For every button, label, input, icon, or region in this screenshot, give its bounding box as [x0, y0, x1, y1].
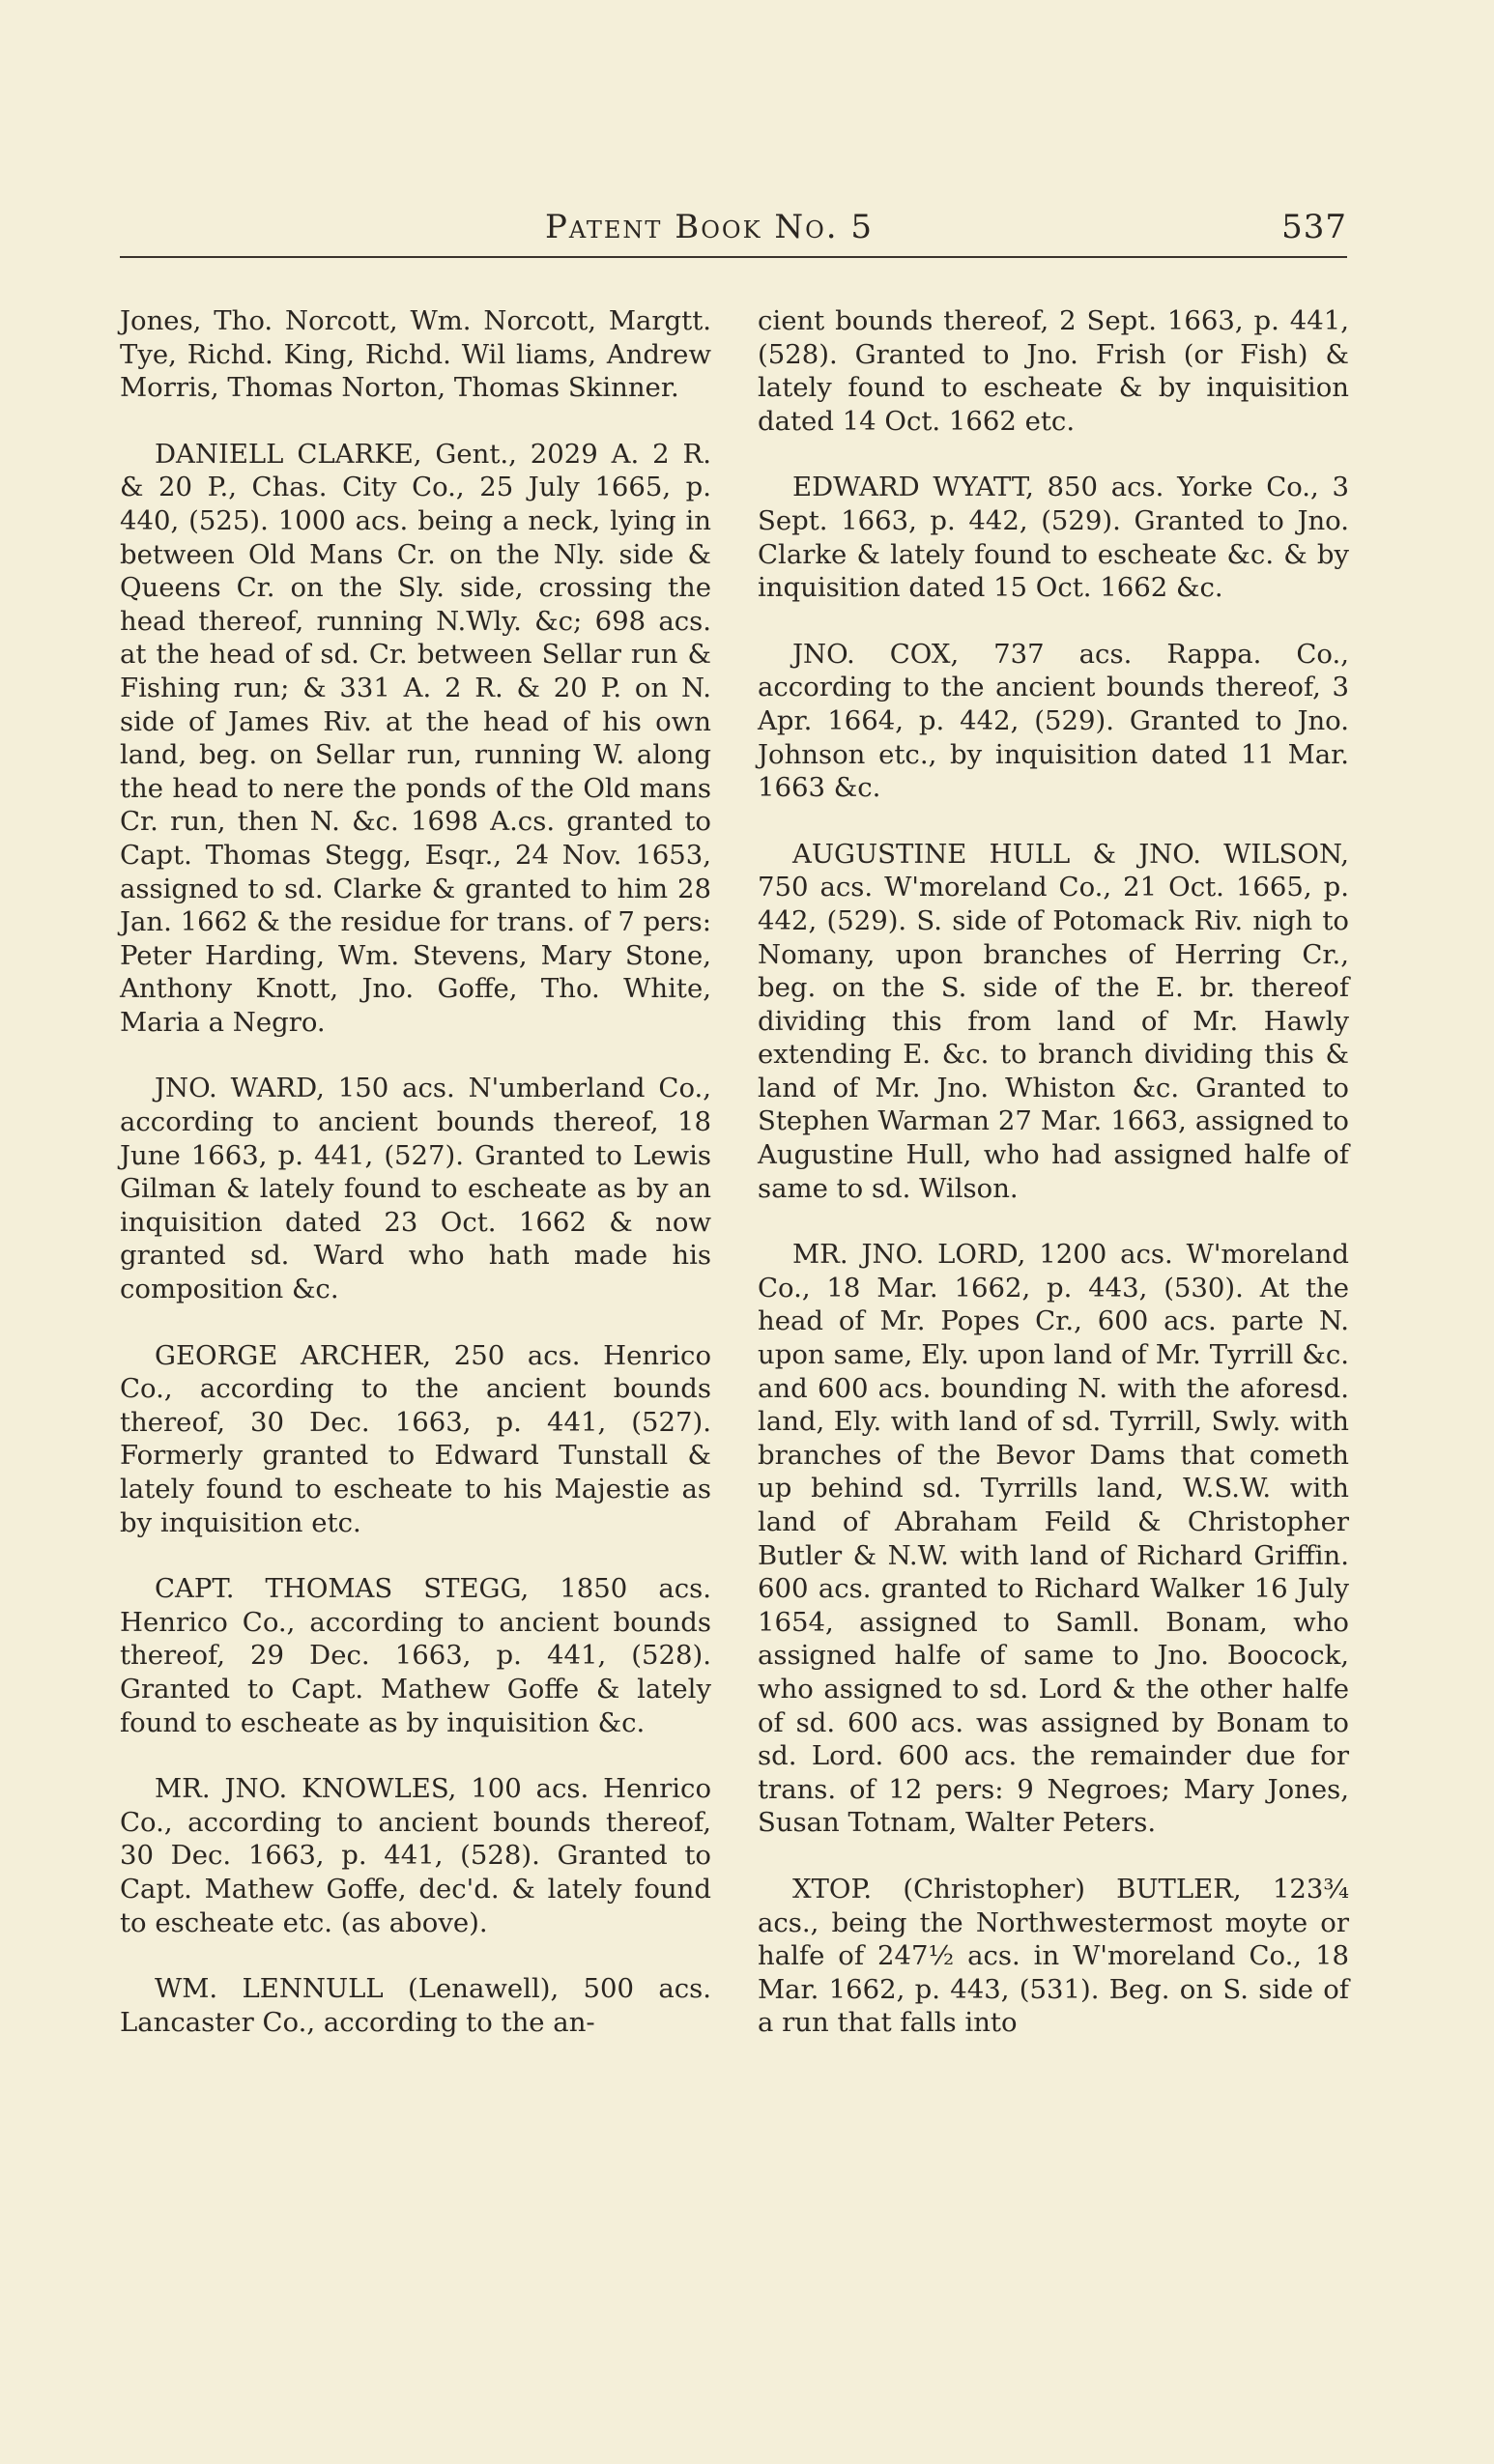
entry-continued: cient bounds thereof, 2 Sept. 1663, p. 441, (528). Granted to Jno. Frish (or Fish) & lately found to escheate & by inquisition dated 14 Oct. 1662 etc.: [758, 305, 1349, 437]
page-header: [120, 208, 1347, 258]
entry-jno-cox: JNO. COX, 737 acs. Rappa. Co., according to the ancient bounds thereof, 3 Apr. 1664, p. 442, (529). Granted to Jno. Johnson etc., by inquisition dated 11 Mar. 1663 &c.: [758, 638, 1349, 804]
entry-george-archer: GEORGE ARCHER, 250 acs. Henrico Co., according to the ancient bounds thereof, 30 Dec. 1663, p. 441, (527). Formerly granted to Edward Tunstall & lately found to escheate to his Majestie as by inquisition etc.: [120, 1339, 711, 1538]
running-head: Patent Book No. 5: [545, 208, 874, 246]
entry-jno-ward: JNO. WARD, 150 acs. N'umberland Co., according to ancient bounds thereof, 18 June 1663, p. 441, (527). Granted to Lewis Gilman & lately found to escheate as by an inquisition dated 23 Oct. 1662 & now granted sd. Ward who hath made his composition &c.: [120, 1073, 711, 1305]
entry-augustine-hull: AUGUSTINE HULL & JNO. WILSON, 750 acs. W'moreland Co., 21 Oct. 1665, p. 442, (529). S. side of Potomack Riv. nigh to Nomany, upon branches of Herring Cr., beg. on the S. side of the E. br. thereof dividing this from land of Mr. Hawly extending E. &c. to branch dividing this & land of Mr. Jno. Whiston &c. Granted to Stephen Warman 27 Mar. 1663, assigned to Augustine Hull, who had assigned halfe of same to sd. Wilson.: [758, 838, 1349, 1204]
entry-xtop-butler: XTOP. (Christopher) BUTLER, 123¾ acs., being the Northwestermost moyte or halfe of 247½ acs. in W'moreland Co., 18 Mar. 1662, p. 443, (531). Beg. on S. side of a run that falls into: [758, 1873, 1349, 2039]
entry-daniell-clarke: DANIELL CLARKE, Gent., 2029 A. 2 R. & 20 P., Chas. City Co., 25 July 1665, p. 440, (525). 1000 acs. being a neck, lying in between Old Mans Cr. on the Nly. side & Queens Cr. on the Sly. side, crossing the head thereof, running N.Wly. &c; 698 acs. at the head of sd. Cr. between Sellar run & Fishing run; & 331 A. 2 R. & 20 P. on N. side of James Riv. at the head of his own land, beg. on Sellar run, running W. along the head to nere the ponds of the Old mans Cr. run, then N. &c. 1698 A.cs. granted to Capt. Thomas Stegg, Esqr., 24 Nov. 1653, assigned to sd. Clarke & granted to him 28 Jan. 1662 & the residue for trans. of 7 pers: Peter Harding, Wm. Stevens, Mary Stone, Anthony Knott, Jno. Goffe, Tho. White, Maria a Negro.: [120, 438, 711, 1038]
entry-jno-lord: MR. JNO. LORD, 1200 acs. W'moreland Co., 18 Mar. 1662, p. 443, (530). At the head of Mr. Popes Cr., 600 acs. parte N. upon same, Ely. upon land of Mr. Tyrrill &c. and 600 acs. bounding N. with the aforesd. land, Ely. with land of sd. Tyrrill, Swly. with branches of the Bevor Dams that cometh up behind sd. Tyrrills land, W.S.W. with land of Abraham Feild & Christopher Butler & N.W. with land of Richard Griffin. 600 acs. granted to Richard Walker 16 July 1654, assigned to Samll. Bonam, who assigned halfe of same to Jno. Boocock, who assigned to sd. Lord & the other halfe of sd. 600 acs. was assigned by Bonam to sd. Lord. 600 acs. the remainder due for trans. of 12 pers: 9 Negroes; Mary Jones, Susan Totnam, Walter Peters.: [758, 1239, 1349, 1839]
entry-edward-wyatt: EDWARD WYATT, 850 acs. Yorke Co., 3 Sept. 1663, p. 442, (529). Granted to Jno. Clarke & lately found to escheate &c. & by inquisition dated 15 Oct. 1662 &c.: [758, 472, 1349, 604]
entry-thomas-stegg: CAPT. THOMAS STEGG, 1850 acs. Henrico Co., according to ancient bounds thereof, 29 Dec. 1663, p. 441, (528). Granted to Capt. Mathew Goffe & lately found to escheate as by inquisition &c.: [120, 1573, 711, 1738]
entry-continued: Jones, Tho. Norcott, Wm. Norcott, Margtt. Tye, Richd. King, Richd. Wil liams, Andrew Morris, Thomas Norton, Thomas Skinner.: [120, 305, 711, 404]
page-number: 537: [1281, 208, 1347, 246]
entry-jno-knowles: MR. JNO. KNOWLES, 100 acs. Henrico Co., according to ancient bounds thereof, 30 Dec. 1663, p. 441, (528). Granted to Capt. Mathew Goffe, dec'd. & lately found to escheate etc. (as above).: [120, 1773, 711, 1938]
entry-wm-lennull: WM. LENNULL (Lenawell), 500 acs. Lancaster Co., according to the an-: [120, 1973, 711, 2038]
right-column: [758, 304, 1349, 2040]
left-column: [120, 304, 711, 2039]
